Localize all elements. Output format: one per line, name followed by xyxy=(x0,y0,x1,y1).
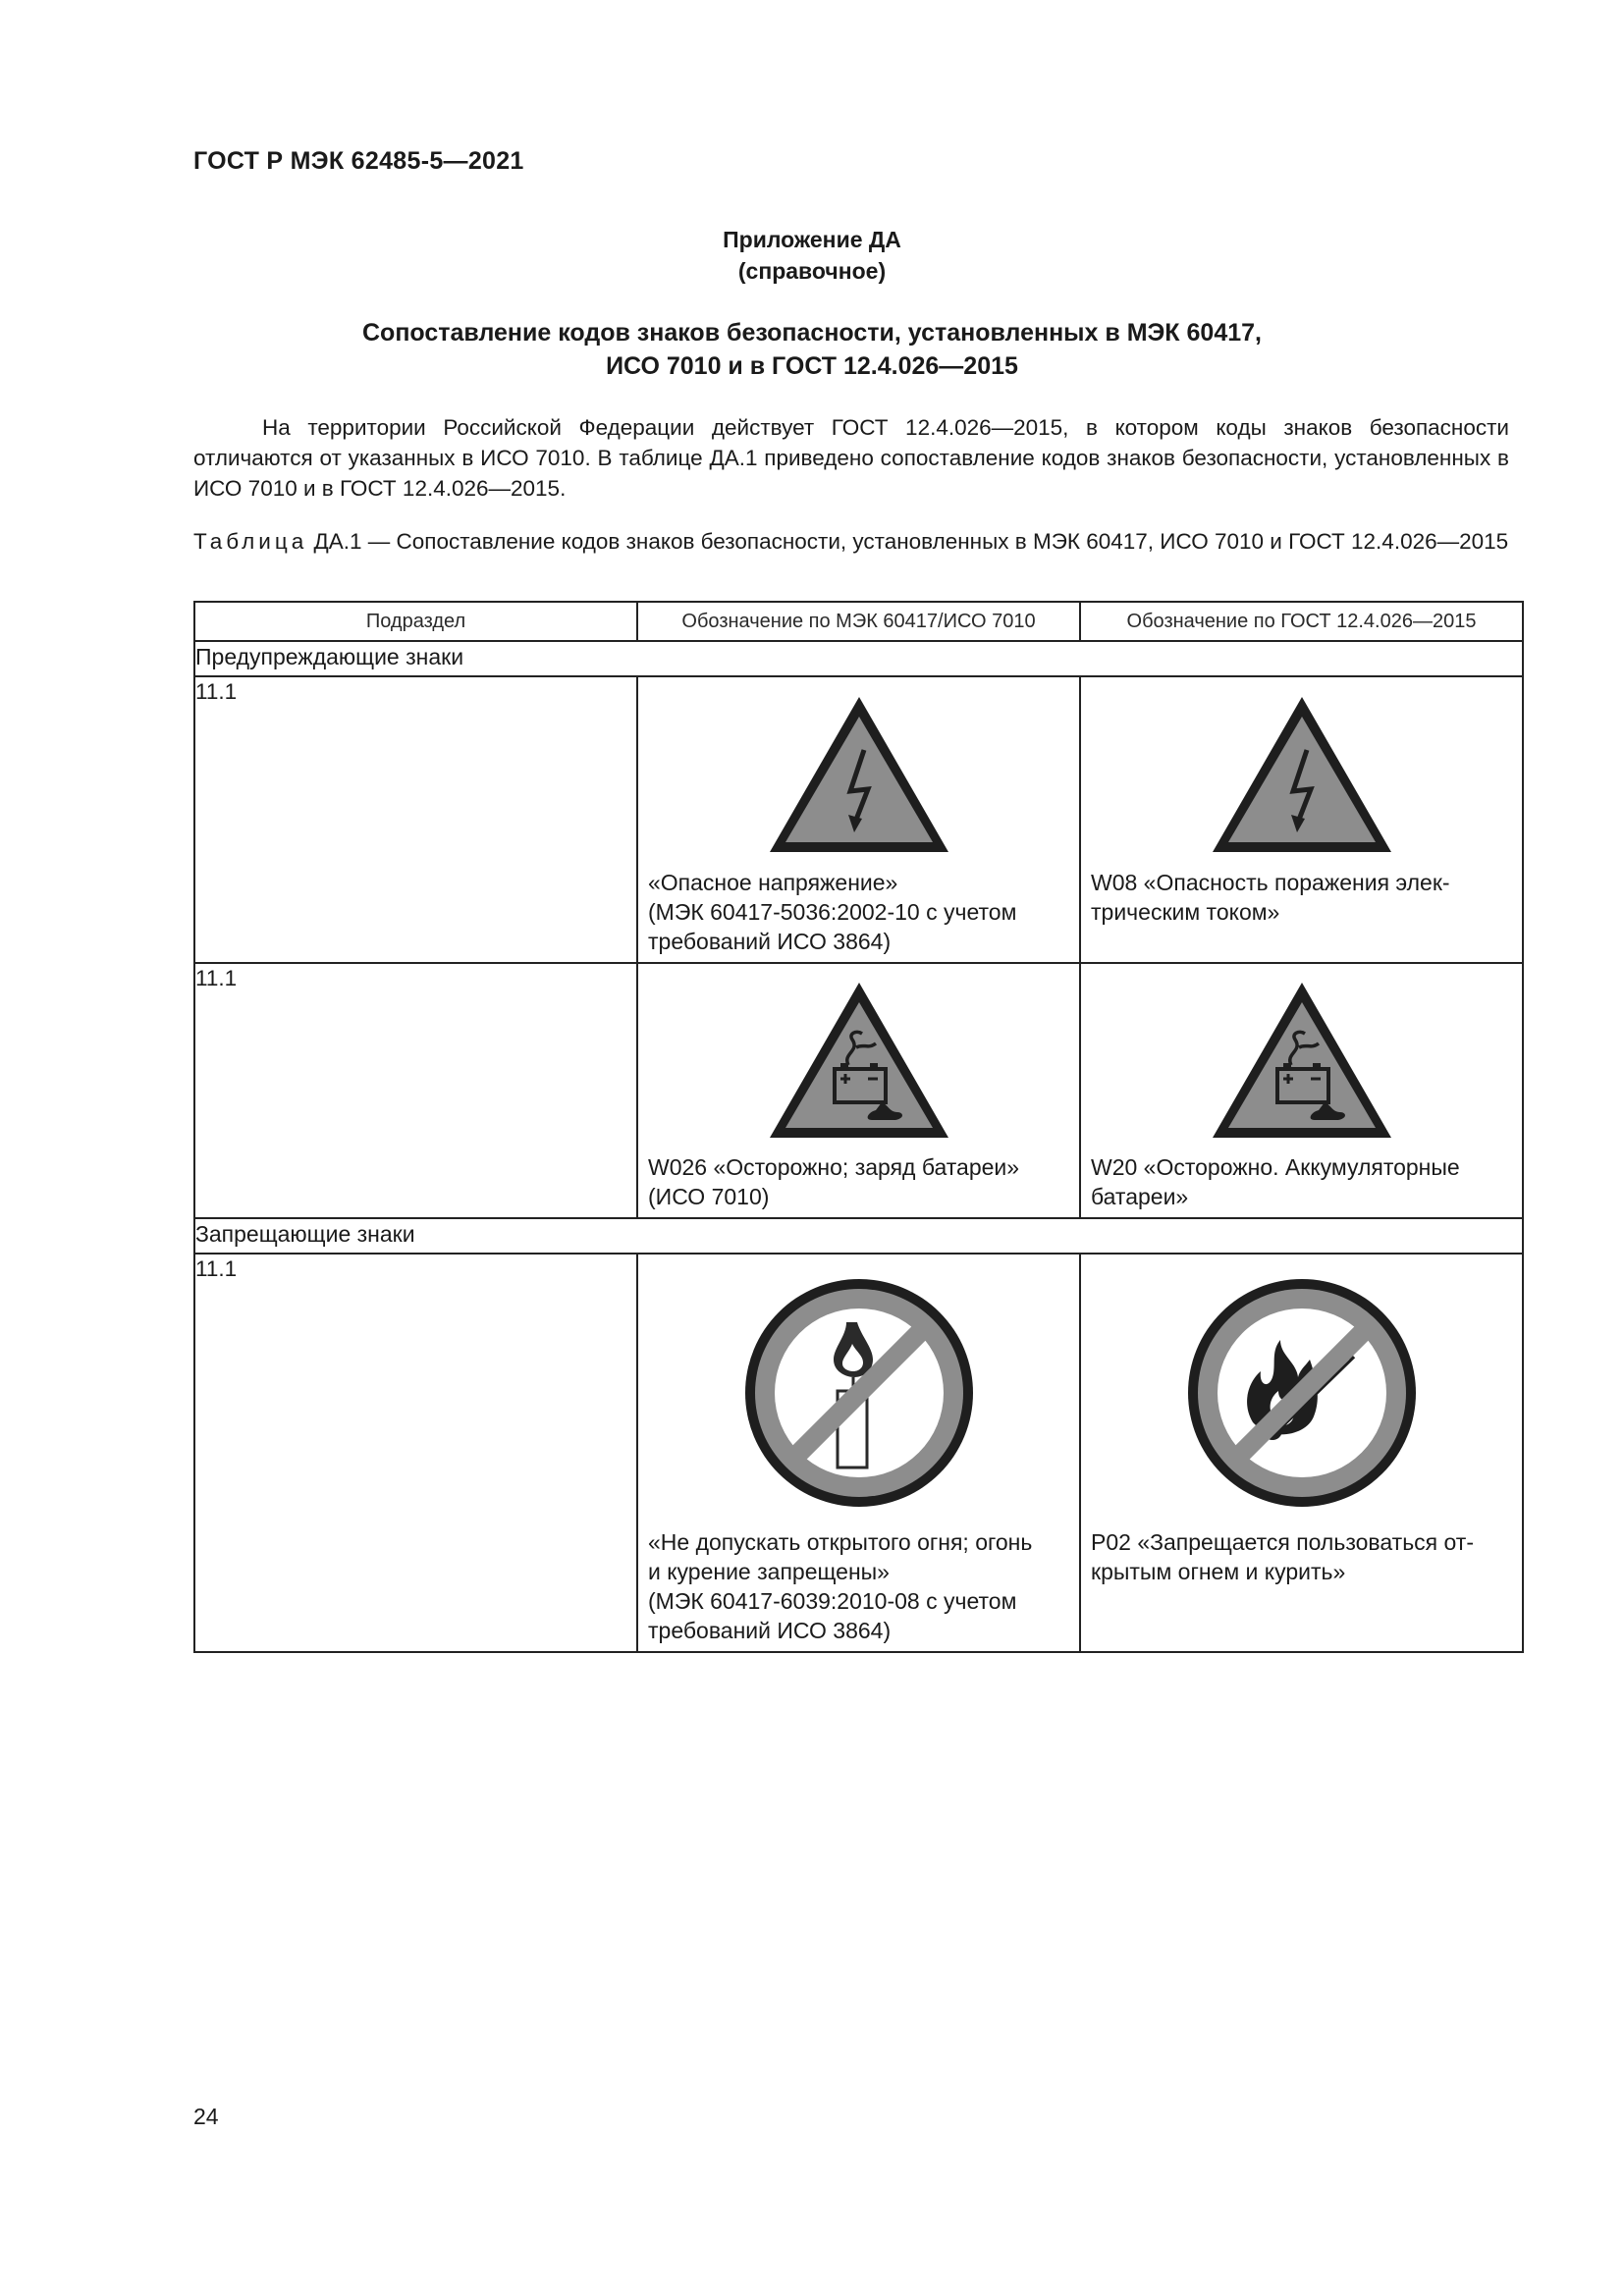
header-gost: Обозначение по ГОСТ 12.4.026—2015 xyxy=(1080,602,1523,641)
iec-description xyxy=(638,868,1079,962)
desc-line: W20 «Осторожно. Аккумуляторные xyxy=(1091,1154,1460,1180)
desc-line: (ИСО 7010) xyxy=(648,1184,770,1209)
section-title-line-2: ИСО 7010 и в ГОСТ 12.4.026—2015 xyxy=(606,352,1018,380)
appendix-heading xyxy=(0,224,1624,287)
desc-line: трическим током» xyxy=(1091,899,1280,925)
no-open-flame-no-smoking-icon xyxy=(1184,1275,1420,1511)
iec-description xyxy=(638,1152,1079,1217)
desc-line: и курение запрещены» xyxy=(648,1559,890,1584)
header-subsection: Подраздел xyxy=(194,602,637,641)
desc-line: W026 «Осторожно; заряд батареи» xyxy=(648,1154,1020,1180)
document-header: ГОСТ Р МЭК 62485-5—2021 xyxy=(193,147,524,175)
table-row xyxy=(194,676,1523,963)
appendix-kind: (справочное) xyxy=(737,258,887,284)
table-header-row xyxy=(194,602,1523,641)
iec-cell xyxy=(637,1254,1080,1652)
gost-cell xyxy=(1080,676,1523,963)
desc-line: крытым огнем и курить» xyxy=(1091,1559,1346,1584)
table-caption xyxy=(193,526,1509,557)
header-iec: Обозначение по МЭК 60417/ИСО 7010 xyxy=(637,602,1080,641)
comparison-table xyxy=(193,601,1524,1653)
sign-box xyxy=(1081,964,1522,1152)
high-voltage-warning-icon xyxy=(766,693,952,858)
desc-line: «Опасное напряжение» xyxy=(648,870,898,895)
high-voltage-warning-icon xyxy=(1209,693,1395,858)
gost-cell xyxy=(1080,1254,1523,1652)
section-title-line-1: Сопоставление кодов знаков безопасности, установленных в МЭК 60417, xyxy=(362,319,1262,347)
desc-line: (МЭК 60417-6039:2010-08 с учетом xyxy=(648,1588,1017,1614)
desc-line: требований ИСО 3864) xyxy=(648,929,892,954)
section-title-prohibition: Запрещающие знаки xyxy=(194,1218,1523,1254)
desc-line: «Не допускать открытого огня; огонь xyxy=(648,1529,1033,1555)
desc-line: требований ИСО 3864) xyxy=(648,1618,892,1643)
section-row-prohibition xyxy=(194,1218,1523,1254)
section-title-warning: Предупреждающие знаки xyxy=(194,641,1523,676)
subsection-cell: 11.1 xyxy=(194,1254,637,1652)
iec-description xyxy=(638,1527,1079,1651)
battery-charging-warning-icon xyxy=(1209,979,1395,1144)
sign-box xyxy=(638,677,1079,868)
battery-charging-warning-icon xyxy=(766,979,952,1144)
sign-box xyxy=(1081,677,1522,868)
page-number: 24 xyxy=(193,2104,219,2129)
desc-line: W08 «Опасность поражения элек- xyxy=(1091,870,1450,895)
intro-paragraph: На территории Российской Федерации действует ГОСТ 12.4.026—2015, в котором коды знаков безопасности отличаются от указанных в ИСО 7010. В таблице ДА.1 приведено сопоставление кодов знаков безопасности, установленных в ИСО 7010 и в ГОСТ 12.4.026—2015. xyxy=(193,415,1509,501)
sign-box xyxy=(638,964,1079,1152)
sign-box xyxy=(638,1255,1079,1527)
subsection-cell: 11.1 xyxy=(194,676,637,963)
gost-description xyxy=(1081,868,1522,933)
gost-description xyxy=(1081,1152,1522,1217)
table-row xyxy=(194,1254,1523,1652)
section-row-warning xyxy=(194,641,1523,676)
gost-description xyxy=(1081,1527,1522,1592)
table-caption-label: Таблица xyxy=(193,529,308,554)
section-title xyxy=(0,316,1624,383)
table-row xyxy=(194,963,1523,1218)
subsection-cell: 11.1 xyxy=(194,963,637,1218)
desc-line: (МЭК 60417-5036:2002-10 с учетом xyxy=(648,899,1017,925)
no-open-flame-icon xyxy=(741,1275,977,1511)
desc-line: P02 «Запрещается пользоваться от- xyxy=(1091,1529,1475,1555)
desc-line: батареи» xyxy=(1091,1184,1189,1209)
iec-cell xyxy=(637,676,1080,963)
appendix-title: Приложение ДА xyxy=(723,227,901,252)
table-caption-text: ДА.1 — Сопоставление кодов знаков безопасности, установленных в МЭК 60417, ИСО 7010 и ГОСТ 12.4.026—2015 xyxy=(313,529,1509,554)
sign-box xyxy=(1081,1255,1522,1527)
iec-cell xyxy=(637,963,1080,1218)
gost-cell xyxy=(1080,963,1523,1218)
